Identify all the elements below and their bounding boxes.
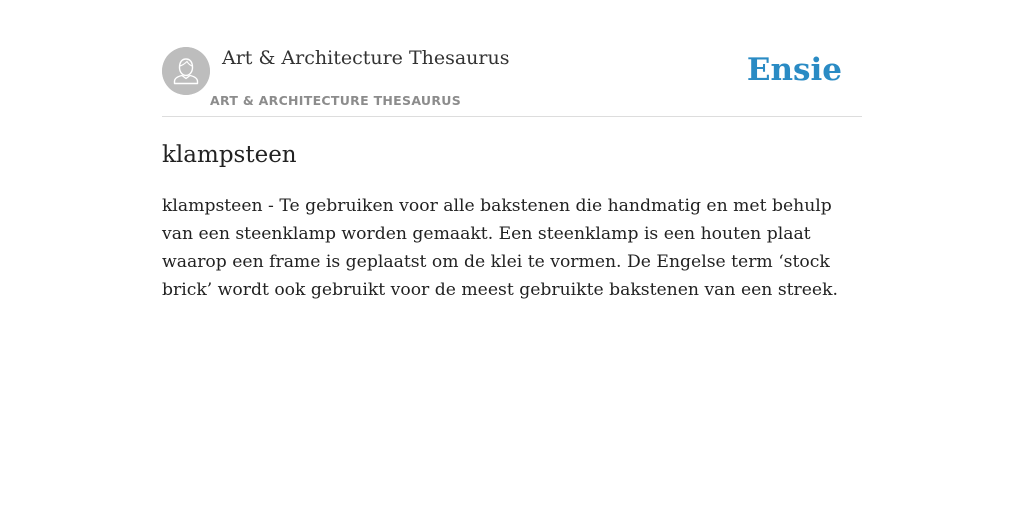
user-outline-icon (162, 47, 210, 95)
term-definition: klampsteen - Te gebruiken voor alle bakstenen die handmatig en met behulp van een steenklamp worden gemaakt. Een steenklamp is een houten plaat waarop een frame is geplaatst om de klei te vormen. De Engelse term ‘stock brick’ wordt ook gebruikt voor de meest gebruikte bakstenen van een streek. (162, 196, 838, 300)
header (162, 0, 862, 117)
thesaurus-subtitle[interactable]: ART & ARCHITECTURE THESAURUS (210, 93, 462, 108)
term-title: klampsteen (162, 142, 297, 168)
thesaurus-title[interactable]: Art & Architecture Thesaurus (222, 47, 510, 69)
ensie-logo[interactable]: Ensie (746, 52, 842, 88)
author-avatar[interactable] (162, 47, 210, 95)
page-container (162, 0, 862, 512)
